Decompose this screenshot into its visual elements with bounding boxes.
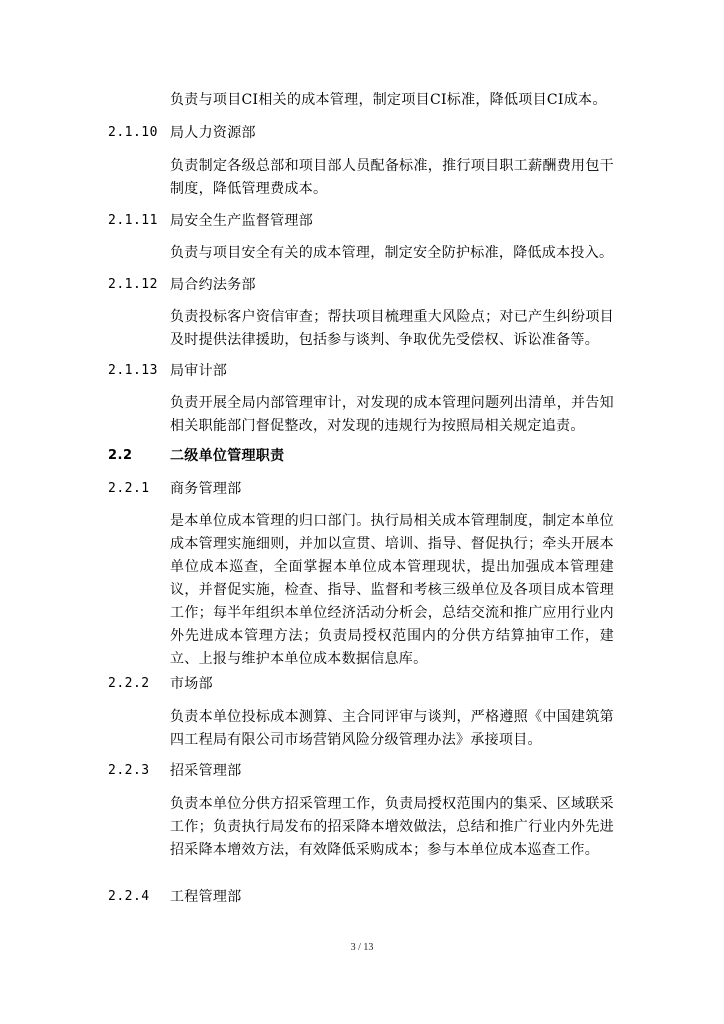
section-title: 市场部: [170, 676, 213, 692]
heading-2-2-4: [108, 886, 628, 908]
section-number: 2.1.13: [108, 363, 158, 378]
section-number: 2.1.11: [108, 213, 158, 228]
paragraph-ci-cost: 负责与项目CI相关的成本管理，制定项目CI标准，降低项目CI成本。: [170, 92, 607, 108]
section-number: 2.2.2: [108, 676, 150, 691]
section-number: 2.2.3: [108, 763, 150, 778]
section-title: 商务管理部: [170, 481, 242, 497]
section-title: 工程管理部: [170, 889, 242, 905]
section-title: 局安全生产监督管理部: [170, 213, 313, 229]
section-title: 局人力资源部: [170, 125, 256, 141]
heading-2-2-2: [108, 673, 628, 695]
section-number: 2.2: [108, 448, 133, 463]
section-number: 2.2.4: [108, 889, 150, 904]
heading-2-2: [108, 445, 628, 467]
heading-2-1-12: [108, 274, 628, 296]
section-title: 局合约法务部: [170, 277, 256, 293]
heading-2-1-11: [108, 210, 628, 232]
section-number: 2.1.10: [108, 125, 158, 140]
heading-2-1-13: [108, 360, 628, 382]
paragraph-hr: 负责制定各级总部和项目部人员配备标准，推行项目职工薪酬费用包干制度，降低管理费成本。: [170, 158, 614, 197]
heading-2-1-10: [108, 122, 628, 144]
paragraph-safety: 负责与项目安全有关的成本管理，制定安全防护标准，降低成本投入。: [170, 245, 614, 261]
page-number: 3 / 13: [350, 942, 374, 953]
heading-2-2-1: [108, 478, 628, 500]
paragraph-market: 负责本单位投标成本测算、主合同评审与谈判，严格遵照《中国建筑第四工程局有限公司市场营销风险分级管理办法》承接项目。: [170, 709, 614, 748]
paragraph-audit: 负责开展全局内部管理审计，对发现的成本管理问题列出清单，并告知相关职能部门督促整改，对发现的违规行为按照局相关规定追责。: [170, 395, 614, 434]
section-number: 2.1.12: [108, 277, 158, 292]
section-number: 2.2.1: [108, 481, 150, 496]
section-title: 二级单位管理职责: [170, 448, 285, 464]
paragraph-legal: 负责投标客户资信审查；帮扶项目梳理重大风险点；对已产生纠纷项目及时提供法律援助，包括参与谈判、争取优先受偿权、诉讼准备等。: [170, 309, 614, 348]
section-title: 局审计部: [170, 363, 228, 379]
paragraph-procurement: 负责本单位分供方招采管理工作，负责局授权范围内的集采、区域联采工作；负责执行局发布的招采降本增效做法，总结和推广行业内外先进招采降本增效方法，有效降低采购成本；参与本单位成本巡查工作。: [170, 796, 614, 858]
heading-2-2-3: [108, 760, 628, 782]
section-title: 招采管理部: [170, 763, 242, 779]
paragraph-commerce: 是本单位成本管理的归口部门。执行局相关成本管理制度，制定本单位成本管理实施细则，并加以宣贯、培训、指导、督促执行；牵头开展本单位成本巡查，全面掌握本单位成本管理现状，提出加强成本管理建议，并督促实施，检查、指导、监督和考核三级单位及各项目成本管理工作；每半年组织本单位经济活动分析会，总结交流和推广应用行业内外先进成本管理方法；负责局授权范围内的分供方结算抽审工作，建立、上报与维护本单位成本数据信息库。: [170, 513, 614, 667]
